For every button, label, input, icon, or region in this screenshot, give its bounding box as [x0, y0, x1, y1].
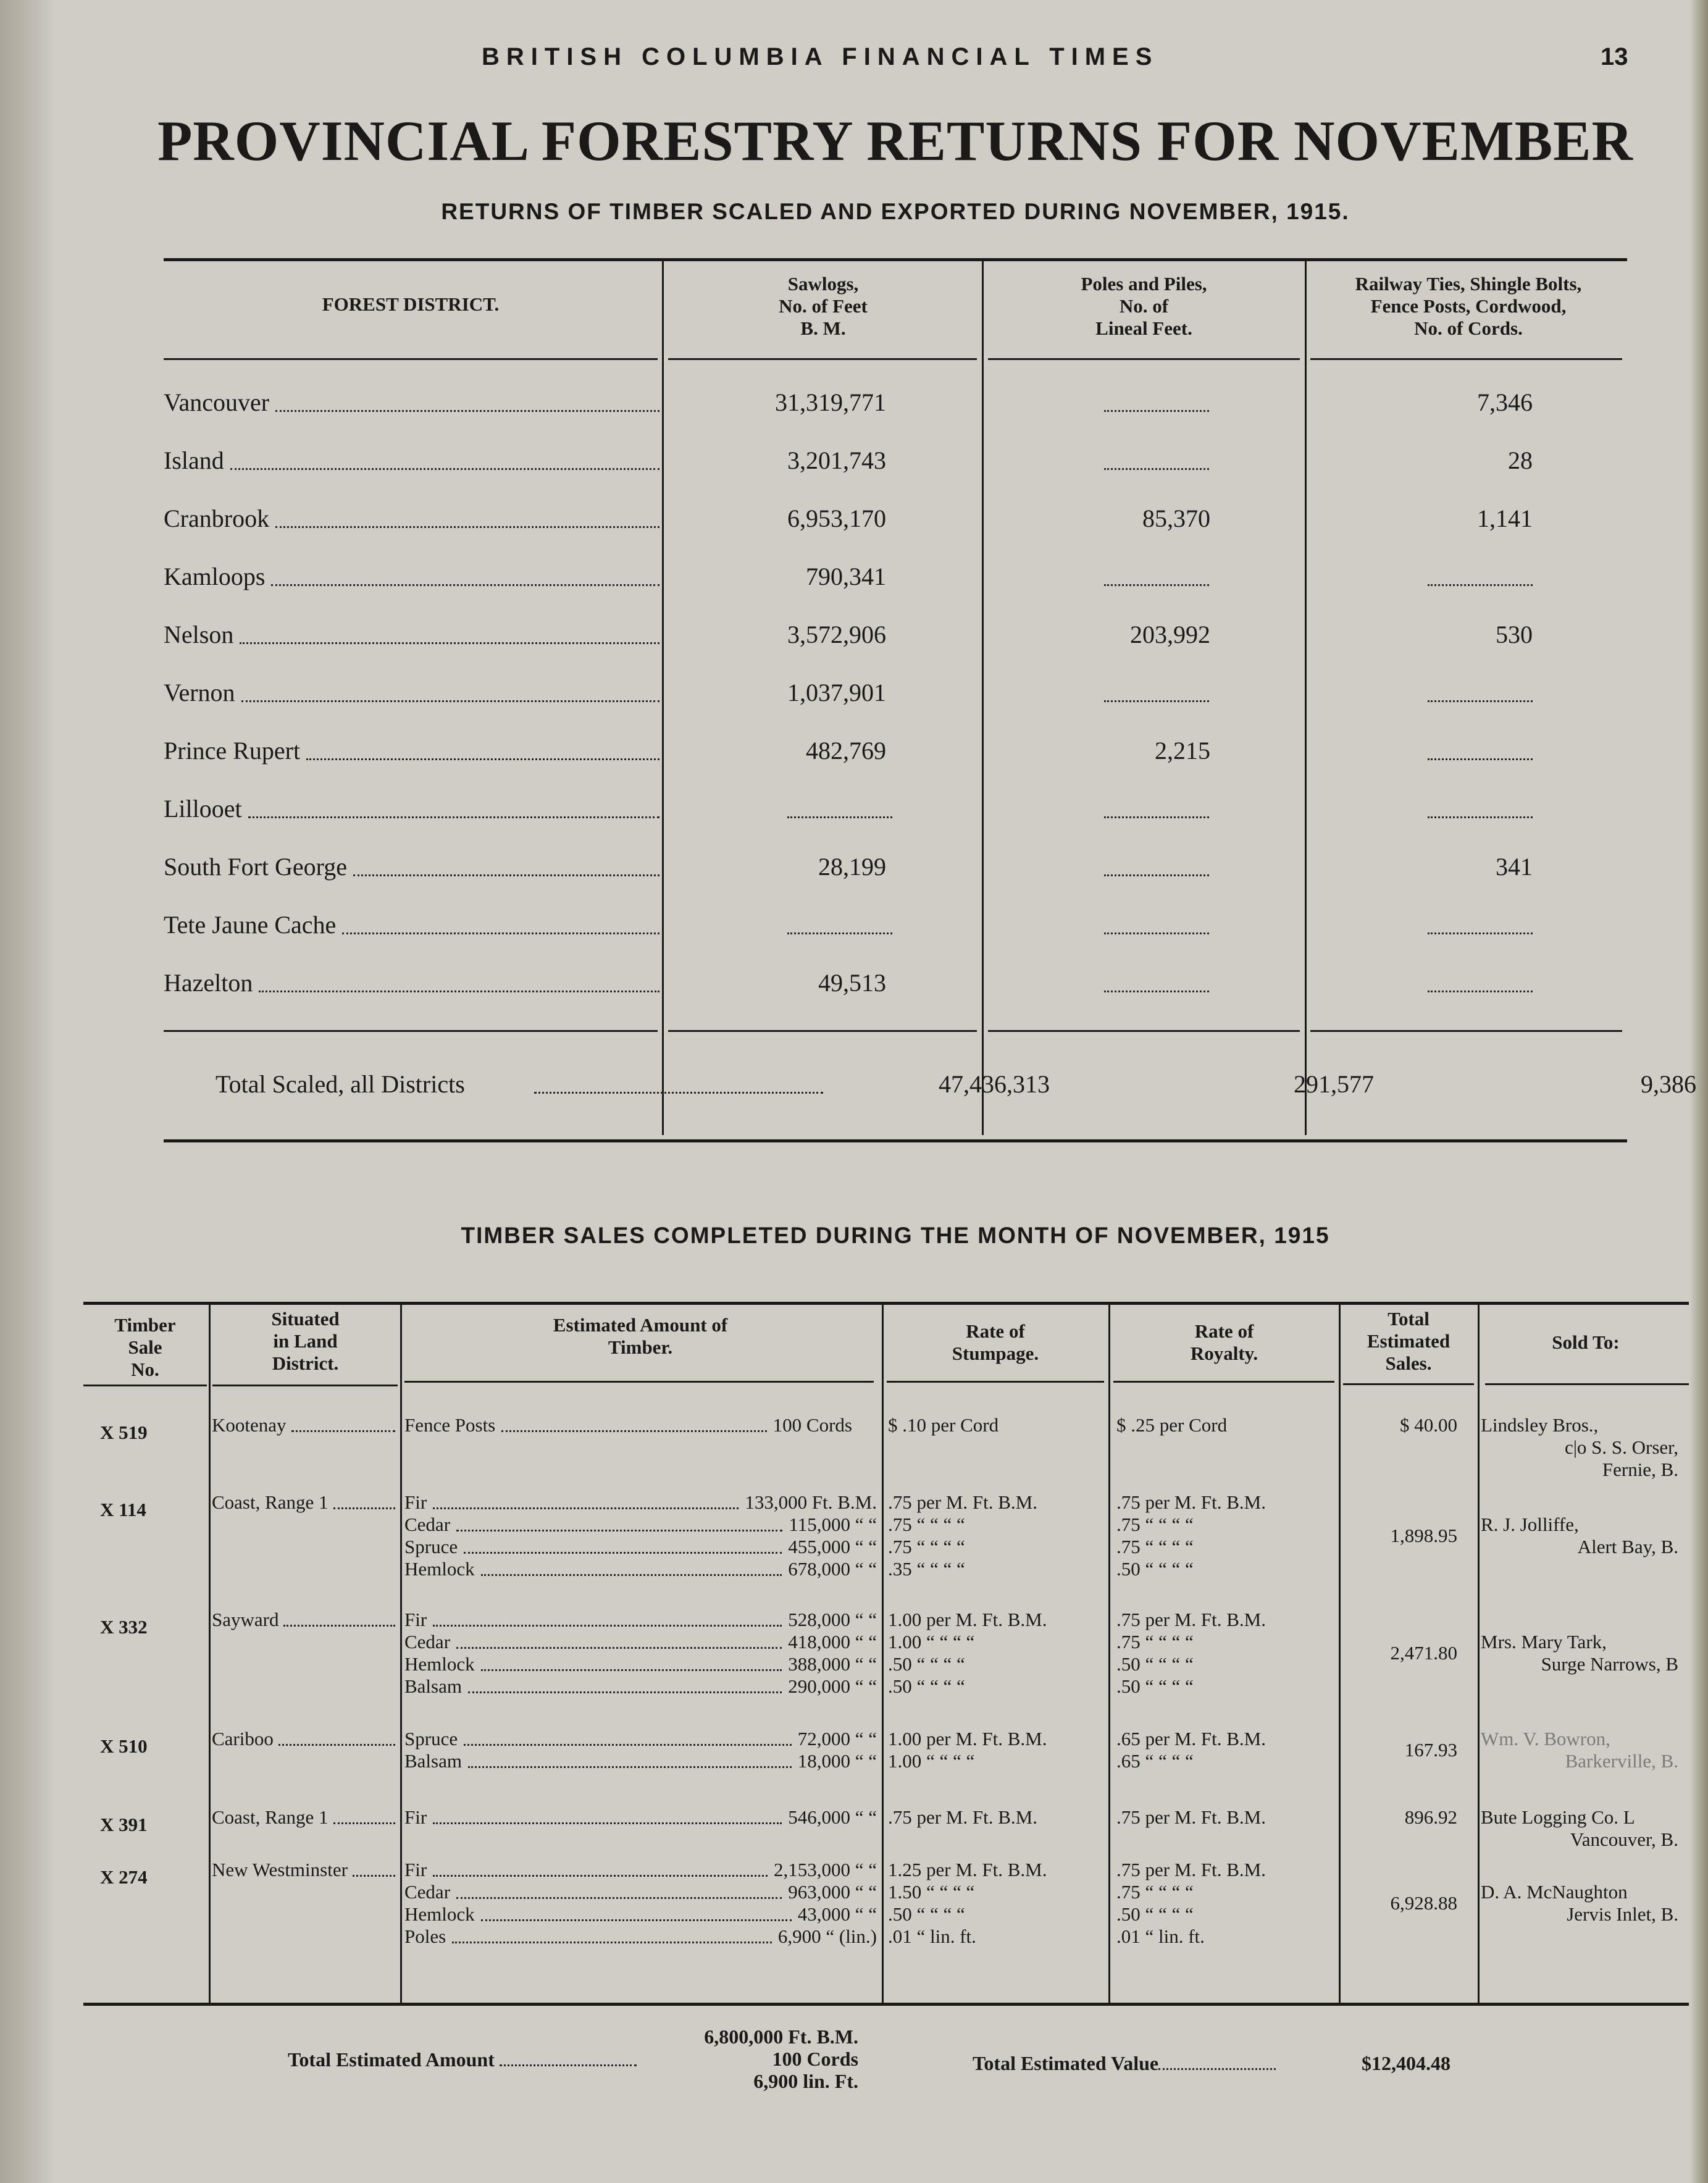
cell-sawlogs: 3,201,743 — [787, 446, 886, 474]
leader-dots — [241, 700, 659, 702]
sold-to-line: Surge Narrows, B — [1541, 1653, 1678, 1675]
timber-species: Fence Posts — [404, 1414, 496, 1436]
cell-sawlogs: 6,953,170 — [787, 505, 886, 532]
district-name: Prince Rupert — [164, 737, 301, 765]
cell-empty-dash — [1428, 758, 1533, 760]
stumpage-rate: 1.50 “ “ “ “ — [888, 1881, 975, 1903]
district-name: Lillooet — [164, 795, 242, 823]
timber-species: Cedar — [404, 1631, 451, 1653]
land-district: New Westminster — [212, 1859, 348, 1880]
leader-dots — [278, 1728, 395, 1746]
stumpage-rate: $ .10 per Cord — [888, 1414, 999, 1436]
col-stumpage: Rate of Stumpage. — [952, 1320, 1039, 1364]
sale-number: X 114 — [100, 1499, 146, 1520]
stumpage-rate: .35 “ “ “ “ — [888, 1558, 965, 1580]
sold-to-line: Barkerville, B. — [1565, 1750, 1678, 1772]
page-gutter — [0, 0, 56, 2183]
timber-species: Cedar — [404, 1514, 451, 1535]
district-name: Kamloops — [164, 563, 266, 590]
stumpage-rate: 1.00 per M. Ft. B.M. — [888, 1728, 1047, 1749]
cell-empty-dash — [787, 816, 892, 818]
total-estimated-sale: 896.92 — [1404, 1806, 1457, 1828]
royalty-rate: .75 “ “ “ “ — [1116, 1881, 1194, 1903]
total-estimated-sale: 1,898.95 — [1390, 1525, 1457, 1546]
timber-species: Hemlock — [404, 1558, 475, 1580]
timber-amount: 43,000 “ “ — [797, 1903, 877, 1925]
sold-to-line: Jervis Inlet, B. — [1567, 1903, 1678, 1925]
stumpage-rate: .01 “ lin. ft. — [888, 1925, 976, 1947]
land-district: Cariboo — [212, 1728, 274, 1749]
timber-amount: 115,000 “ “ — [789, 1514, 877, 1535]
district-name: Nelson — [164, 621, 234, 648]
total-estimated-sale: 6,928.88 — [1390, 1892, 1457, 1914]
stumpage-rate: .75 “ “ “ “ — [888, 1536, 965, 1557]
page-title: PROVINCIAL FORESTRY RETURNS FOR NOVEMBER — [157, 109, 1633, 172]
page-number: 13 — [1601, 43, 1628, 70]
timber-species: Cedar — [404, 1881, 451, 1903]
col-sale-no: Timber Sale No. — [114, 1314, 176, 1380]
cell-ties: 530 — [1496, 621, 1533, 648]
stumpage-rate: .75 “ “ “ “ — [888, 1514, 965, 1535]
district-name: Vancouver — [164, 388, 270, 416]
cell-sawlogs: 31,319,771 — [775, 388, 886, 416]
cell-empty-dash — [1104, 410, 1209, 412]
leader-dots — [230, 468, 659, 470]
district-name: Tete Jaune Cache — [164, 911, 337, 939]
cell-empty-dash — [1428, 816, 1533, 818]
cell-empty-dash — [1428, 700, 1533, 702]
cell-empty-dash — [1104, 700, 1209, 702]
timber-species: Balsam — [404, 1750, 462, 1772]
royalty-rate: .65 per M. Ft. B.M. — [1116, 1728, 1266, 1749]
land-district: Kootenay — [212, 1414, 287, 1436]
cell-sawlogs: 482,769 — [806, 737, 886, 765]
sold-to-line: Alert Bay, B. — [1577, 1536, 1678, 1557]
royalty-rate: .75 per M. Ft. B.M. — [1116, 1491, 1266, 1513]
cell-sawlogs: 1,037,901 — [787, 679, 886, 706]
leader-dots — [333, 1806, 395, 1824]
timber-species: Hemlock — [404, 1903, 475, 1925]
total-estimated-sale: 2,471.80 — [1390, 1642, 1457, 1664]
sale-number: X 332 — [100, 1616, 148, 1638]
leader-dots — [259, 991, 659, 992]
leader-dots — [271, 584, 659, 586]
sold-to-line: Lindsley Bros., — [1481, 1414, 1599, 1436]
cell-poles: 203,992 — [1130, 621, 1210, 648]
col-land-district: Situated in Land District. — [271, 1308, 340, 1374]
sold-to-line: Fernie, B. — [1602, 1459, 1678, 1480]
land-district: Sayward — [212, 1609, 279, 1630]
stumpage-rate: .75 per M. Ft. B.M. — [888, 1491, 1037, 1513]
sold-to-line: Wm. V. Bowron, — [1481, 1728, 1610, 1749]
district-name: Cranbrook — [164, 505, 270, 532]
cell-ties: 28 — [1508, 446, 1533, 474]
cell-empty-dash — [1104, 874, 1209, 876]
timber-amount: 546,000 “ “ — [788, 1806, 877, 1828]
cell-empty-dash — [1104, 584, 1209, 586]
leader-dots — [248, 816, 659, 818]
land-district: Coast, Range 1 — [212, 1491, 329, 1513]
district-name: Vernon — [164, 679, 235, 706]
cell-poles: 85,370 — [1142, 505, 1210, 532]
sales-subtitle: TIMBER SALES COMPLETED DURING THE MONTH OF NOVEMBER, 1915 — [461, 1223, 1330, 1248]
district-name: Hazelton — [164, 969, 253, 997]
total-amount-label: Total Estimated Amount — [288, 2048, 637, 2071]
col-royalty: Rate of Royalty. — [1190, 1320, 1258, 1364]
leader-dots — [306, 758, 659, 760]
royalty-rate: .75 per M. Ft. B.M. — [1116, 1609, 1266, 1630]
royalty-rate: .75 “ “ “ “ — [1116, 1536, 1194, 1557]
cell-poles: 2,215 — [1155, 737, 1210, 765]
total-value-label: Total Estimated Value — [973, 2052, 1276, 2074]
col-forest-district: FOREST DISTRICT. — [322, 293, 500, 315]
timber-amount: 133,000 Ft. B.M. — [745, 1491, 877, 1513]
royalty-rate: .75 “ “ “ “ — [1116, 1631, 1194, 1653]
sold-to-line: c|o S. S. Orser, — [1564, 1436, 1678, 1458]
sold-to-line: D. A. McNaughton — [1481, 1881, 1628, 1903]
royalty-rate: .50 “ “ “ “ — [1116, 1675, 1194, 1697]
running-header: BRITISH COLUMBIA FINANCIAL TIMES — [482, 43, 1159, 70]
sale-number: X 274 — [100, 1866, 148, 1888]
royalty-rate: .50 “ “ “ “ — [1116, 1903, 1194, 1925]
col-total-sales: Total Estimated Sales. — [1367, 1308, 1451, 1374]
cell-sawlogs: 28,199 — [818, 853, 886, 881]
col-sold-to: Sold To: — [1552, 1331, 1620, 1353]
cell-ties: 1,141 — [1477, 505, 1533, 532]
sale-number: X 391 — [100, 1814, 148, 1835]
leader-dots — [353, 1859, 395, 1877]
royalty-rate: .75 per M. Ft. B.M. — [1116, 1806, 1266, 1828]
timber-species: Spruce — [404, 1728, 458, 1749]
timber-species: Balsam — [404, 1675, 462, 1697]
stumpage-rate: .50 “ “ “ “ — [888, 1653, 965, 1675]
timber-species: Poles — [404, 1925, 446, 1947]
timber-species: Fir — [404, 1609, 427, 1630]
sold-to-line: R. J. Jolliffe, — [1481, 1514, 1579, 1535]
timber-species: Fir — [404, 1491, 427, 1513]
timber-amount: 2,153,000 “ “ — [773, 1859, 877, 1880]
royalty-rate: .65 “ “ “ “ — [1116, 1750, 1194, 1772]
royalty-rate: $ .25 per Cord — [1116, 1414, 1228, 1436]
cell-empty-dash — [1428, 584, 1533, 586]
col-poles: Poles and Piles, No. of Lineal Feet. — [1081, 273, 1207, 339]
sold-to-line: Vancouver, B. — [1570, 1829, 1678, 1850]
sale-number: X 510 — [100, 1735, 148, 1757]
leader-dots — [333, 1491, 395, 1509]
timber-amount: 388,000 “ “ — [788, 1653, 877, 1675]
leader-dots — [275, 410, 659, 412]
cell-sawlogs: 49,513 — [818, 969, 886, 997]
stumpage-rate: 1.25 per M. Ft. B.M. — [888, 1859, 1047, 1880]
timber-amount: 290,000 “ “ — [788, 1675, 877, 1697]
cell-ties: 341 — [1496, 853, 1533, 881]
leader-dots — [240, 642, 659, 644]
timber-amount: 963,000 “ “ — [788, 1881, 877, 1903]
timber-amount: 455,000 “ “ — [788, 1536, 877, 1557]
timber-amount: 528,000 “ “ — [788, 1609, 877, 1630]
land-district: Coast, Range 1 — [212, 1806, 329, 1828]
royalty-rate: .75 “ “ “ “ — [1116, 1514, 1194, 1535]
sold-to-line: Mrs. Mary Tark, — [1481, 1631, 1607, 1653]
cell-empty-dash — [1104, 932, 1209, 934]
col-ties: Railway Ties, Shingle Bolts, Fence Posts, Cordwood, No. of Cords. — [1355, 273, 1582, 339]
scaled-subtitle: RETURNS OF TIMBER SCALED AND EXPORTED DURING NOVEMBER, 1915. — [441, 199, 1350, 224]
leader-dots — [353, 874, 659, 876]
leader-dots — [342, 932, 659, 934]
cell-ties: 7,346 — [1477, 388, 1533, 416]
cell-empty-dash — [1104, 468, 1209, 470]
timber-amount: 6,900 “ (lin.) — [777, 1925, 877, 1947]
leader-dots — [291, 1414, 395, 1432]
stumpage-rate: .75 per M. Ft. B.M. — [888, 1806, 1037, 1828]
timber-amount: 678,000 “ “ — [788, 1558, 877, 1580]
stumpage-rate: 1.00 “ “ “ “ — [888, 1750, 975, 1772]
cell-empty-dash — [787, 932, 892, 934]
district-name: South Fort George — [164, 853, 348, 881]
cell-sawlogs: 790,341 — [806, 563, 886, 590]
sold-to-line: Bute Logging Co. L — [1481, 1806, 1635, 1828]
cell-sawlogs: 3,572,906 — [787, 621, 886, 648]
stumpage-rate: 1.00 “ “ “ “ — [888, 1631, 975, 1653]
royalty-rate: .50 “ “ “ “ — [1116, 1653, 1194, 1675]
district-name: Island — [164, 446, 224, 474]
leader-dots — [283, 1609, 395, 1627]
total-amount-values: 6,800,000 Ft. B.M. 100 Cords 6,900 lin. Ft. — [704, 2026, 858, 2092]
stumpage-rate: .50 “ “ “ “ — [888, 1675, 965, 1697]
cell-empty-dash — [1104, 816, 1209, 818]
total-estimated-sale: 167.93 — [1404, 1739, 1457, 1761]
leader-dots — [275, 526, 659, 528]
royalty-rate: .75 per M. Ft. B.M. — [1116, 1859, 1266, 1880]
timber-amount: 18,000 “ “ — [797, 1750, 877, 1772]
total-estimated-sale: $ 40.00 — [1400, 1414, 1457, 1436]
col-amount: Estimated Amount of Timber. — [553, 1314, 728, 1358]
royalty-rate: .01 “ lin. ft. — [1116, 1925, 1205, 1947]
timber-species: Fir — [404, 1859, 427, 1880]
royalty-rate: .50 “ “ “ “ — [1116, 1558, 1194, 1580]
stumpage-rate: .50 “ “ “ “ — [888, 1903, 965, 1925]
total-value: $12,404.48 — [1362, 2052, 1451, 2074]
timber-amount: 72,000 “ “ — [797, 1728, 877, 1749]
cell-empty-dash — [1428, 932, 1533, 934]
stumpage-rate: 1.00 per M. Ft. B.M. — [888, 1609, 1047, 1630]
cell-empty-dash — [1428, 991, 1533, 992]
cell-empty-dash — [1104, 991, 1209, 992]
timber-amount: 418,000 “ “ — [788, 1631, 877, 1653]
sale-number: X 519 — [100, 1422, 148, 1443]
timber-species: Spruce — [404, 1536, 458, 1557]
timber-species: Hemlock — [404, 1653, 475, 1675]
timber-species: Fir — [404, 1806, 427, 1828]
timber-amount: 100 Cords — [772, 1414, 852, 1436]
col-sawlogs: Sawlogs, No. of Feet B. M. — [779, 273, 868, 339]
